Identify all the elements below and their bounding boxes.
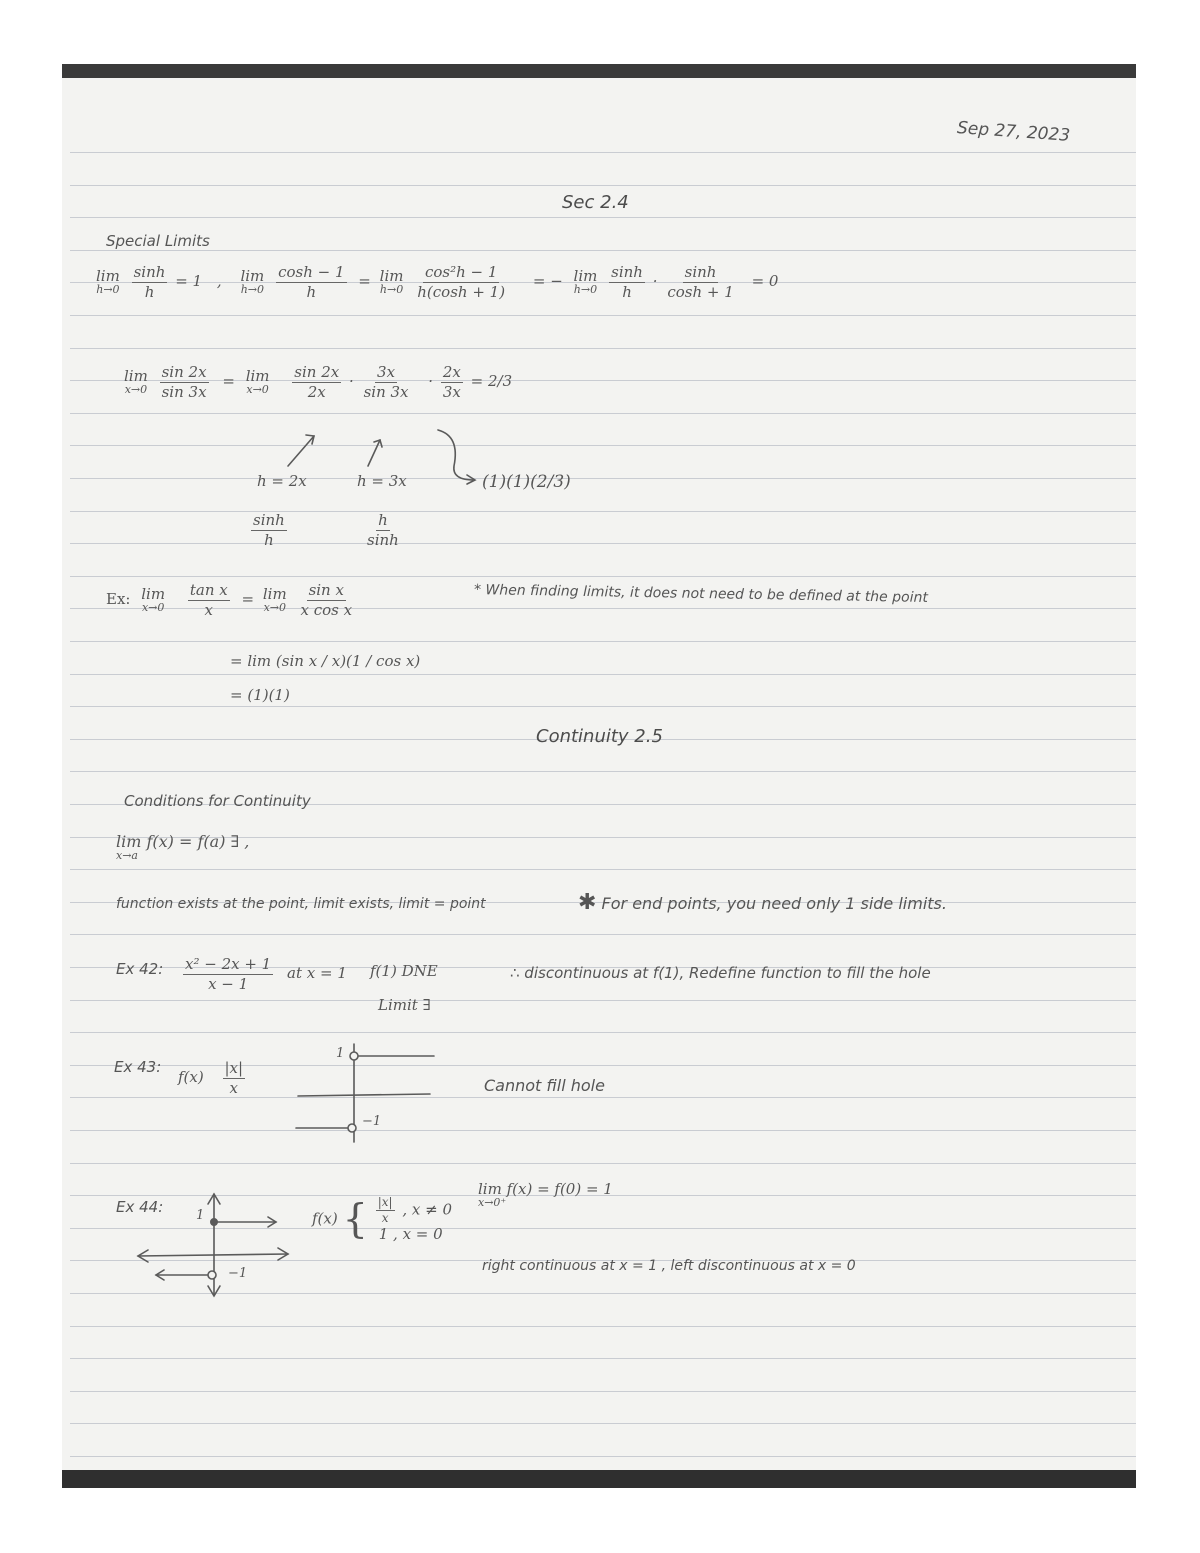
lim-text: lim xyxy=(96,266,120,285)
ex43-graph-bottom-label: −1 xyxy=(362,1114,382,1129)
tan-example-line-2: = lim (sin x / x)(1 / cos x) xyxy=(230,652,421,670)
ex42-f-dne: f(1) DNE xyxy=(370,962,438,980)
lim-sub: x→0 xyxy=(263,601,286,615)
numerator: sin x xyxy=(308,581,344,599)
denominator: cosh + 1 xyxy=(667,282,734,301)
ex44-graph-bottom-label: −1 xyxy=(228,1266,248,1281)
lim-text: lim xyxy=(573,266,598,285)
lim-text: lim xyxy=(245,366,270,385)
denominator: x xyxy=(381,1211,389,1226)
lim-sub: h→0 xyxy=(573,283,598,297)
endpoint-note-text: For end points, you need only 1 side limits. xyxy=(601,894,947,913)
denominator: h xyxy=(306,282,317,301)
product-result: (1)(1)(2/3) xyxy=(482,472,571,492)
section-heading-2-5: Continuity 2.5 xyxy=(536,726,663,747)
piecewise-case-2: 1 , x = 0 xyxy=(378,1225,443,1244)
lim-text: lim xyxy=(240,266,265,285)
numerator: |x| xyxy=(224,1059,244,1077)
conditions-heading: Conditions for Continuity xyxy=(124,792,311,810)
example-label: Ex: xyxy=(106,590,131,608)
condition-subscript: x→a xyxy=(116,849,138,862)
denominator: 2x xyxy=(307,382,326,401)
numerator: sin 2x xyxy=(294,363,340,381)
equals: = xyxy=(241,590,255,608)
arrow-to-product xyxy=(438,430,474,480)
separator: , xyxy=(216,272,222,290)
defined-point-note: * When finding limits, it does not need to be defined at the point xyxy=(473,582,929,606)
substitution-h-3x: h = 3x xyxy=(357,472,407,490)
open-circle-bottom xyxy=(208,1271,216,1279)
denominator: x xyxy=(229,1078,239,1097)
fx-label: f(x) xyxy=(178,1068,204,1086)
denominator: h(cosh + 1) xyxy=(417,282,506,301)
numerator: 2x xyxy=(442,363,461,381)
numerator: tan x xyxy=(189,581,228,599)
numerator: h xyxy=(378,511,388,529)
ex42-at: at x = 1 xyxy=(287,964,347,982)
ex44-graph-top-label: 1 xyxy=(196,1208,205,1223)
arrow-to-sin2x xyxy=(288,436,314,466)
denominator: x cos x xyxy=(300,600,353,619)
denominator: sin 3x xyxy=(161,382,207,401)
open-circle-bottom xyxy=(348,1124,356,1132)
equals-zero: = 0 xyxy=(751,272,779,290)
lim-sub: h→0 xyxy=(379,283,404,297)
numerator: sinh xyxy=(133,263,166,281)
x-axis xyxy=(298,1094,430,1096)
denominator: h xyxy=(144,282,155,301)
ex42-limit-exists: Limit ∃ xyxy=(378,996,431,1014)
ex44-conclusion: right continuous at x = 1 , left discontinuous at x = 0 xyxy=(482,1258,856,1274)
x-axis xyxy=(138,1254,288,1256)
numerator: sinh xyxy=(253,511,285,529)
multiply-dot: · xyxy=(652,272,658,290)
hand-drawings xyxy=(62,64,1136,1488)
numerator: sinh xyxy=(611,263,643,281)
limit-subscript: x→0⁺ xyxy=(478,1196,507,1209)
numerator: cosh − 1 xyxy=(278,263,345,281)
lim-text: lim xyxy=(124,366,148,385)
ex44-graph xyxy=(138,1194,288,1296)
date: Sep 27, 2023 xyxy=(956,118,1071,146)
brace-icon: { xyxy=(342,1196,368,1243)
continuity-summary: function exists at the point, limit exists, limit = point xyxy=(116,896,486,912)
equals-one: = 1 xyxy=(175,272,203,290)
equals-negative: = − xyxy=(532,272,563,290)
substitution-h-2x: h = 2x xyxy=(257,472,307,490)
notebook-page xyxy=(62,64,1136,1488)
lim-sub: x→0 xyxy=(246,383,269,397)
open-circle-top xyxy=(350,1052,358,1060)
numerator: 3x xyxy=(377,363,396,381)
lim-sub: x→0 xyxy=(141,601,165,615)
lim-text: lim xyxy=(262,584,287,603)
fx-label: f(x) xyxy=(312,1209,338,1228)
result-two-thirds: = 2/3 xyxy=(470,372,513,390)
condition-text: lim f(x) = f(a) ∃ , xyxy=(116,832,250,851)
ex43-label: Ex 43: xyxy=(114,1058,162,1076)
ex43-note: Cannot fill hole xyxy=(484,1076,605,1095)
lim-sub: h→0 xyxy=(96,283,120,297)
lim-text: lim xyxy=(141,584,166,603)
equals: = xyxy=(358,272,371,290)
lim-text: lim xyxy=(379,266,404,285)
section-heading-2-4: Sec 2.4 xyxy=(562,192,629,213)
multiply-dot: · xyxy=(428,372,434,390)
denominator: x xyxy=(204,600,214,619)
equals: = xyxy=(222,372,235,390)
numerator: sinh xyxy=(684,263,717,281)
closed-circle-top xyxy=(211,1219,217,1225)
denominator: x − 1 xyxy=(208,974,249,993)
ex43-graph xyxy=(296,1044,434,1142)
multiply-dot: · xyxy=(349,372,354,390)
numerator: |x| xyxy=(376,1196,395,1211)
ex43-graph-top-label: 1 xyxy=(336,1046,345,1061)
denominator: sinh xyxy=(367,530,399,549)
arrow-to-3x xyxy=(368,440,380,466)
numerator: x² − 2x + 1 xyxy=(185,955,272,973)
lim-sub: h→0 xyxy=(240,283,265,297)
ex42-conclusion: ∴ discontinuous at f(1), Redefine function to fill the hole xyxy=(510,964,931,982)
numerator: cos²h − 1 xyxy=(424,263,498,281)
case-1-condition: , x ≠ 0 xyxy=(402,1200,453,1219)
denominator: 3x xyxy=(442,382,461,401)
scan-edge-bottom xyxy=(62,1470,1136,1488)
tan-example-line-3: = (1)(1) xyxy=(230,686,290,704)
asterisk-icon: ✱ xyxy=(578,890,597,915)
numerator: sin 2x xyxy=(161,363,207,381)
lim-sub: x→0 xyxy=(124,383,148,397)
ex42-label: Ex 42: xyxy=(116,960,164,978)
special-limits-heading: Special Limits xyxy=(106,232,210,250)
denominator: h xyxy=(264,530,274,549)
denominator: h xyxy=(622,282,632,301)
denominator: sin 3x xyxy=(363,382,409,401)
ex44-label: Ex 44: xyxy=(116,1198,164,1216)
limit-text: lim f(x) = f(0) = 1 xyxy=(478,1180,613,1198)
